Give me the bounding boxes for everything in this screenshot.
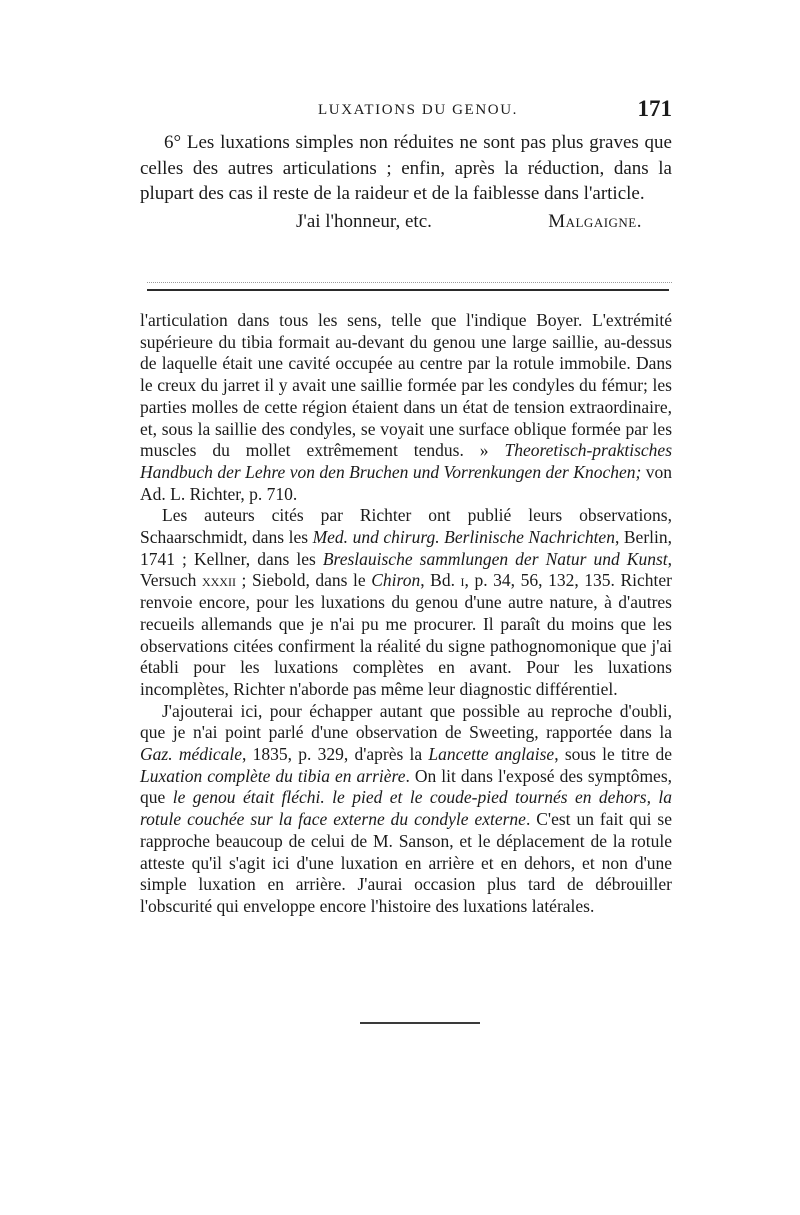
running-title: LUXATIONS DU GENOU.	[318, 102, 518, 118]
running-head	[140, 96, 672, 126]
closing-formula: J'ai l'honneur, etc.	[296, 210, 432, 232]
letter-paragraph: 6° Les luxations simples non réduites ne sont pas plus graves que celles des autres articulations ; enfin, après la réduction, dans la plupart des cas il reste de la raideur et de la faiblesse dans l'article.	[140, 132, 672, 205]
letter-body	[140, 130, 672, 235]
footnote-block	[140, 310, 672, 918]
page-number: 171	[637, 96, 672, 121]
closing-line	[140, 209, 672, 235]
footnote-paragraph-1: l'articulation dans tous les sens, telle que l'indique Boyer. L'extrémité supérieure du tibia formait au-devant du genou une large saillie, au-dessus de laquelle était une cavité occupée au centre par la rotule immobile. Dans le creux du jarret il y avait une saillie formée par les condyles du fémur; les parties molles de cette région étaient dans un état de tension extraordinaire, et, sous la saillie des condyles, se voyait une surface oblique formée par les muscles du mollet extrêmement tendus. » Theoretisch-praktisches Handbuch der Lehre von den Bruchen und Vorrenkungen der Knochen; von Ad. L. Richter, p. 710.	[140, 310, 672, 504]
footnote-paragraph-3: J'ajouterai ici, pour échapper autant que possible au reproche d'oubli, que je n'ai point parlé d'une observation de Sweeting, rapportée dans la Gaz. médicale, 1835, p. 329, d'après la Lancette anglaise, sous le titre de Luxation complète du tibia en arrière. On lit dans l'exposé des symptômes, que le genou était fléchi. le pied et le coude-pied tournés en dehors, la rotule couchée sur la face externe du condyle externe. C'est un fait qui se rapproche beaucoup de celui de M. Sanson, et le déplacement de la rotule atteste qu'il s'agit ici d'une luxation en arrière et en dehors, et non d'une simple luxation en arrière. J'aurai occasion plus tard de débrouiller l'obscurité qui enveloppe encore l'histoire des luxations latérales.	[140, 700, 673, 916]
dotted-separator	[147, 282, 672, 283]
footnote-separator	[147, 289, 669, 291]
footnote-paragraph-2: Les auteurs cités par Richter ont publié leurs observations, Schaarschmidt, dans les Med. und chirurg. Berlinische Nachrichten, Berlin, 1741 ; Kellner, dans les Breslauische sammlungen der Natur und Kunst, Versuch xxxii ; Siebold, dans le Chiron, Bd. i, p. 34, 56, 132, 135. Richter renvoie encore, pour les luxations du genou d'une autre nature, à d'autres recueils allemands que je n'ai pu me procurer. Il paraît du moins que les observations citées confirment la réalité du signe pathognomonique que j'ai établi pour les luxations complètes en avant. Pour les luxations incomplètes, Richter n'aborde pas même leur diagnostic différentiel.	[140, 505, 673, 699]
end-rule	[360, 1022, 480, 1024]
signature: Malgaigne.	[548, 210, 642, 232]
